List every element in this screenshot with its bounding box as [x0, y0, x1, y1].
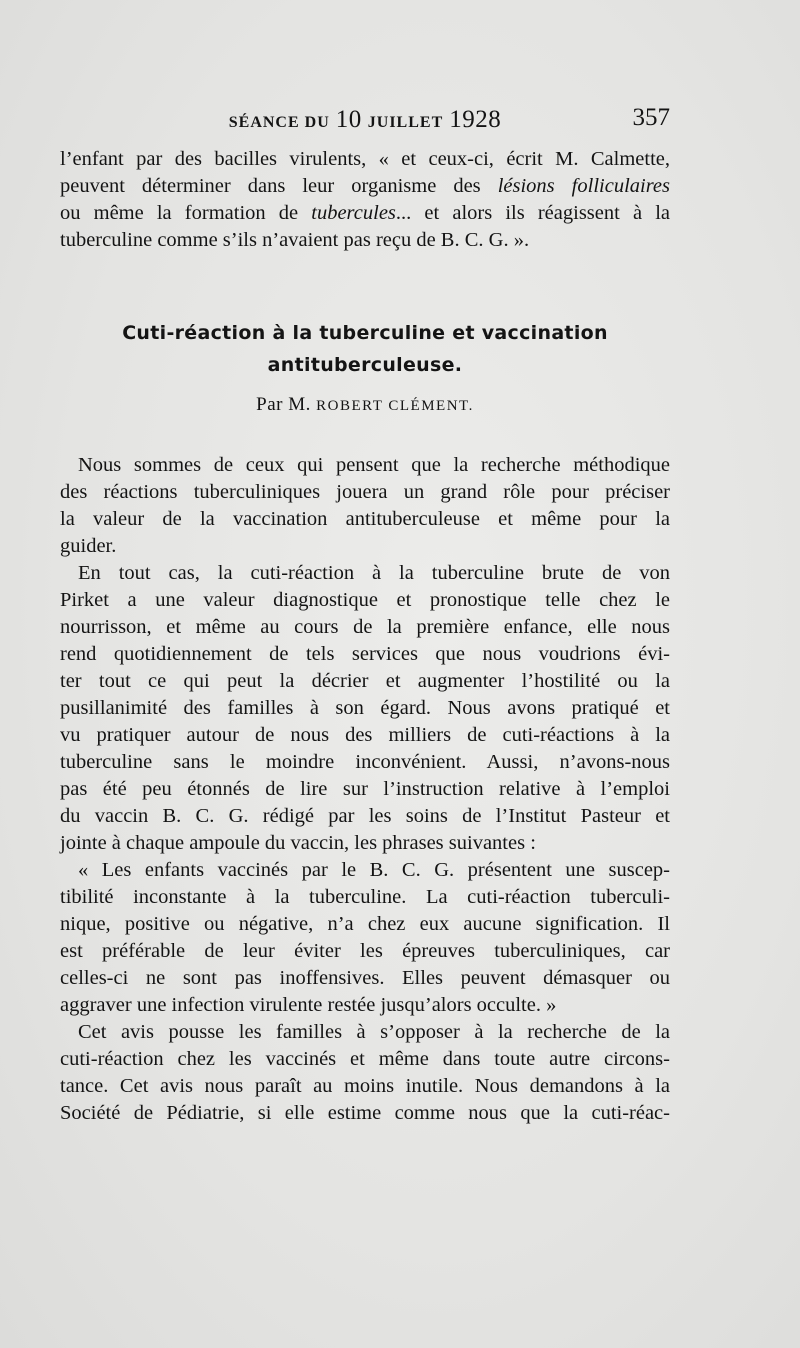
running-head-month: JUILLET — [367, 114, 444, 131]
text-line: la valeur de la vaccination antituberculeuse et même pour la — [60, 508, 670, 530]
text-line: tance. Cet avis nous paraît au moins inutile. Nous demandons à la — [60, 1075, 670, 1097]
text-line: « Les enfants vaccinés par le B. C. G. présentent une suscep- — [78, 859, 670, 881]
byline — [60, 394, 670, 416]
text-line: rend quotidiennement de tels services que nous voudrions évi- — [60, 643, 670, 665]
text-line: jointe à chaque ampoule du vaccin, les phrases suivantes : — [60, 832, 536, 854]
article-title-line-1: Cuti-réaction à la tuberculine et vaccination — [122, 322, 608, 344]
text-line: Pirket a une valeur diagnostique et pronostique telle chez le — [60, 589, 670, 611]
text-line: du vaccin B. C. G. rédigé par les soins de l’Institut Pasteur et — [60, 805, 670, 827]
text-line: pas été peu étonnés de lire sur l’instruction relative à l’emploi — [60, 778, 670, 800]
byline-author: ROBERT CLÉMENT. — [316, 398, 474, 414]
page-header — [60, 104, 670, 140]
text-line: vu pratiquer autour de nous des milliers de cuti-réactions à la — [60, 724, 670, 746]
text-line: est préférable de leur éviter les épreuves tuberculiniques, car — [60, 940, 670, 962]
text-line: nique, positive ou négative, n’a chez eux aucune signification. Il — [60, 913, 670, 935]
text-line: tuberculine sans le moindre inconvénient. Aussi, n’avons-nous — [60, 751, 670, 773]
running-head — [60, 106, 670, 134]
text-line: cuti-réaction chez les vaccinés et même dans toute autre circons- — [60, 1048, 670, 1070]
running-head-day: 10 — [335, 106, 362, 133]
article-body — [60, 452, 670, 1127]
byline-prefix: Par M. — [256, 394, 311, 415]
text-line: tibilité inconstante à la tuberculine. La cuti-réaction tuberculi- — [60, 886, 670, 908]
text-line: aggraver une infection virulente restée jusqu’alors occulte. » — [60, 994, 557, 1016]
text-line: pusillanimité des familles à son égard. Nous avons pratiqué et — [60, 697, 670, 719]
text-line: peuvent déterminer dans leur organisme des lésions folliculaires — [60, 175, 671, 197]
page-number: 357 — [632, 104, 670, 131]
text-line: des réactions tuberculiniques jouera un grand rôle pour préciser — [60, 481, 670, 503]
text-line: guider. — [60, 535, 117, 557]
text-line: En tout cas, la cuti-réaction à la tuberculine brute de von — [78, 562, 670, 584]
text-line: Société de Pédiatrie, si elle estime comme nous que la cuti-réac- — [60, 1102, 670, 1124]
article-title-line-2: antituberculeuse. — [267, 354, 463, 376]
text-line: l’enfant par des bacilles virulents, « et ceux-ci, écrit M. Calmette, — [60, 148, 670, 170]
running-head-prefix: SÉANCE DU — [228, 114, 330, 131]
text-line: Nous sommes de ceux qui pensent que la recherche méthodique — [78, 454, 670, 476]
running-head-year: 1928 — [449, 106, 502, 133]
opening-paragraph — [60, 146, 670, 254]
text-line: Cet avis pousse les familles à s’opposer à la recherche de la — [78, 1021, 670, 1043]
text-line: celles-ci ne sont pas inoffensives. Elles peuvent démasquer ou — [60, 967, 670, 989]
text-line: ou même la formation de tubercules... et alors ils réagissent à la — [60, 202, 670, 224]
text-line: ter tout ce qui peut la décrier et augmenter l’hostilité ou la — [60, 670, 670, 692]
text-line: tuberculine comme s’ils n’avaient pas reçu de B. C. G. ». — [60, 229, 530, 251]
text-line: nourrisson, et même au cours de la première enfance, elle nous — [60, 616, 670, 638]
